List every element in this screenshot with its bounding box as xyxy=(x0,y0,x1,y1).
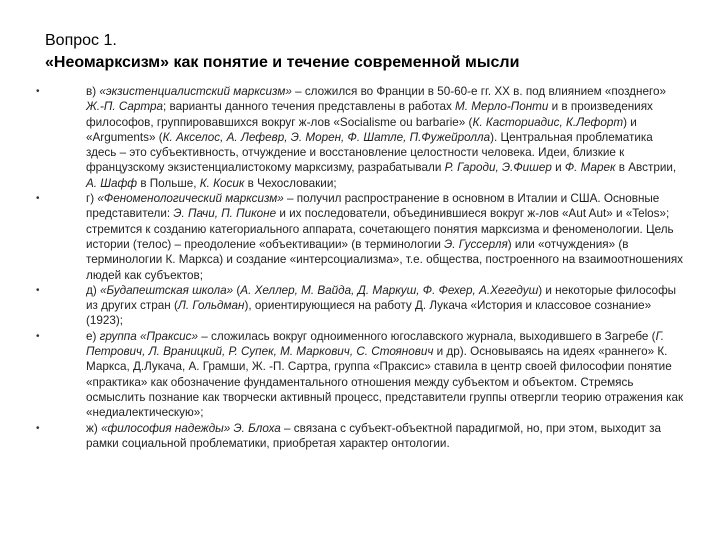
text-run: – сложилась вокруг одноименного югославского журнала, выходившего в Загребе ( xyxy=(198,329,656,343)
italic-text-run: «экзистенциалистский марксизм» xyxy=(99,85,292,98)
italic-text-run: М. Мерло-Понти xyxy=(455,100,549,114)
text-run: д) xyxy=(86,283,100,297)
list-item-text xyxy=(86,85,676,190)
list-item-text xyxy=(86,284,676,328)
text-run: в Чехословакии; xyxy=(244,176,337,190)
list-item xyxy=(36,191,686,283)
italic-text-run: Э. Блоха xyxy=(233,421,281,435)
bullet-icon: • xyxy=(36,86,40,97)
text-run: ) или «отчуждения» (в терминологии К. Маркса) и создание «интерсоциализма», т.е. общества, построенного на взаимоотношениях людей как субъектов; xyxy=(86,237,684,282)
text-run: и xyxy=(551,161,565,175)
text-run: и в произведениях философов, группировавшихся вокруг ж-лов «Socialisme ou barbarie» ( xyxy=(86,100,653,129)
italic-text-run: Ф. Марек xyxy=(564,161,616,175)
italic-text-run: А. Хеллер, М. Вайда, Д. Маркуш, Ф. Фехер, А.Хегедуш xyxy=(240,283,539,297)
text-run: ; варианты данного течения представлены в работах xyxy=(163,100,456,114)
text-run: ( xyxy=(233,283,241,297)
bullet-list xyxy=(36,84,686,451)
text-run: ). Центральная проблематика здесь – это субъективность, отчуждение и восстановление целостности человека. Идеи, близкие к французскому экзистенциалистокому марксизму, разрабатывали xyxy=(86,130,653,175)
slide-title: Вопрос 1. xyxy=(45,32,117,49)
list-item-text xyxy=(86,330,683,419)
list-item xyxy=(36,421,686,452)
text-run: ж) xyxy=(86,421,101,435)
text-run: – сложился во Франции в 50-60-е гг. XX в. под влиянием «позднего» xyxy=(291,85,666,98)
bullet-icon: • xyxy=(36,284,40,296)
italic-text-run: Р. Гароди, Э.Фишер xyxy=(444,161,552,175)
text-run: – связана с субъект-объектной парадигмой, но, при этом, выходит за рамки социальной проблематики, приобретая характер онтологии. xyxy=(86,421,661,450)
text-run: в Польше, xyxy=(137,176,200,190)
text-run: ), ориентирующиеся на работу Д. Лукача «История и классовое сознание» (1923); xyxy=(86,299,652,328)
italic-text-run: группа «Праксис» xyxy=(99,329,199,343)
text-run: – получил распространение в основном в Италии и США. Основные представители: xyxy=(86,192,660,221)
bullet-icon: • xyxy=(36,330,40,342)
list-item xyxy=(36,84,686,191)
italic-text-run: «философия надежды» xyxy=(100,421,231,435)
italic-text-run: К. Косик xyxy=(199,176,245,190)
title-block xyxy=(45,30,685,74)
italic-text-run: Э. Пачи, П. Пиконе xyxy=(173,207,277,221)
italic-text-run: К. Акселос, А. Лефевр, Э. Морен, Ф. Шатле, П.Фужейролла xyxy=(162,130,491,144)
italic-text-run: Л. Гольдман xyxy=(177,299,245,313)
italic-text-run: А. Шафф xyxy=(86,176,138,190)
italic-text-run: Ж.-П. Сартра xyxy=(86,100,163,114)
list-item xyxy=(36,283,686,329)
italic-text-run: «Феноменологический марксизм» xyxy=(97,192,284,206)
italic-text-run: К. Касториадис, К.Лефорт xyxy=(472,115,624,129)
text-run: ) и некоторые философы из других стран ( xyxy=(86,283,677,313)
text-run: и др). Основываясь на идеях «раннего» К. Маркса, Д.Лукача, А. Грамши, Ж. -П. Сартра, группа «Праксис» ставила в центр своей философии понятие «практика» как обозначение фундаментального отношения между субъектом и объектом. Стремясь осмыслить познание как творчески активный процесс, представители группы отвергли теорию отражения как «недиалектическую»; xyxy=(86,345,684,420)
text-run: ) и «Arguments» ( xyxy=(86,115,637,144)
text-run: в Австрии, xyxy=(615,161,677,175)
text-run: г) xyxy=(86,192,98,206)
italic-text-run: Э. Гуссерля xyxy=(444,237,508,251)
text-run: и их последователи, объединившиеся вокруг ж-лов «Aut Aut» и «Telos»; стремится к созданию категориального аппарата, сочетающего понятия марксизма и феноменологии. Цель истории (телос) – преодоление «объективации» (в терминологии xyxy=(86,207,674,251)
bullet-icon: • xyxy=(36,422,40,434)
bullet-icon: • xyxy=(36,193,40,205)
list-item-text xyxy=(86,192,683,281)
list-item xyxy=(36,329,686,421)
list-item-text xyxy=(86,422,661,450)
italic-text-run: Г. Петрович, Л. Враницкий, Р. Супек, М. Маркович, С. Стоянович xyxy=(86,329,664,359)
italic-text-run: «Будапештская школа» xyxy=(99,283,234,297)
slide-subtitle: «Неомарксизм» как понятие и течение современной мысли xyxy=(45,54,520,71)
text-run: в) xyxy=(86,85,100,98)
text-run: е) xyxy=(86,329,100,343)
